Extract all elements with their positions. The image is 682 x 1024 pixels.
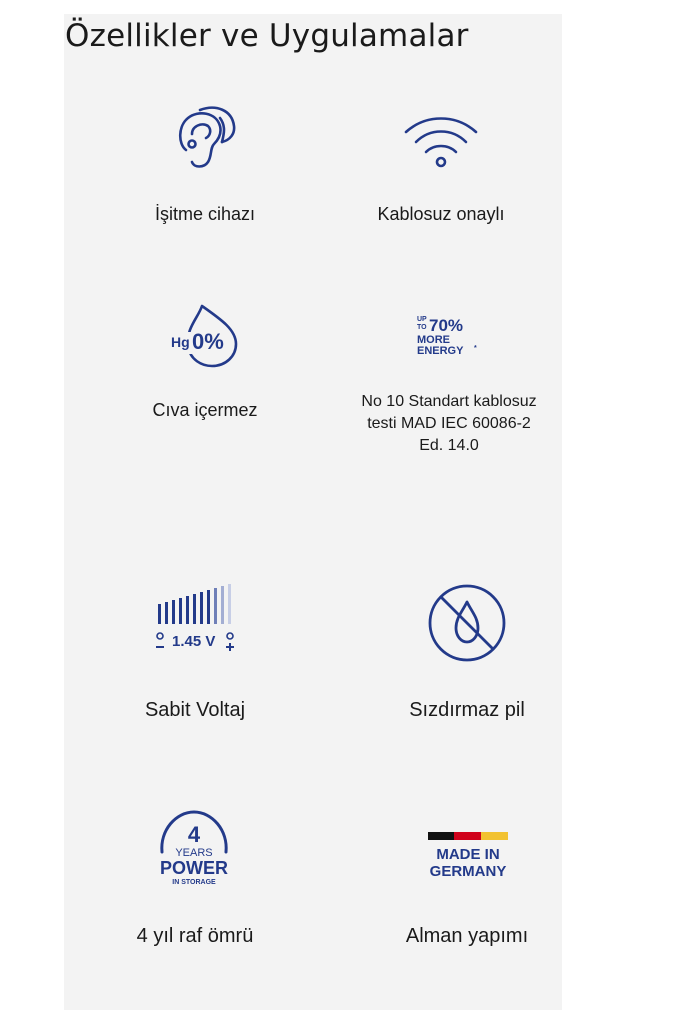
feature-label-leakproof: Sızdırmaz pil [409, 699, 525, 721]
mercury-zero-text: 0% [192, 329, 224, 354]
mercury-hg-text: Hg [171, 334, 190, 350]
four-years-num: 4 [187, 822, 201, 847]
energy-star-text: * [474, 345, 477, 352]
voltage-value-text: 1.45 V [172, 633, 216, 650]
four-years-icon [156, 808, 232, 888]
energy-up-text: UP [417, 316, 427, 323]
more-energy-line-3: Ed. 14.0 [419, 437, 479, 454]
germany-line2: GERMANY [429, 863, 507, 880]
page-title: Özellikler ve Uygulamalar [65, 18, 469, 54]
made-in-germany-icon [426, 832, 510, 880]
energy-energy-text: ENERGY [417, 345, 464, 357]
feature-label-four-years: 4 yıl raf ömrü [136, 925, 254, 947]
energy-to-text: TO [417, 324, 427, 331]
germany-line1: MADE IN [436, 846, 500, 863]
four-years-power: POWER [159, 858, 229, 878]
energy-pct-text: 70% [429, 316, 464, 335]
feature-label-germany: Alman yapımı [405, 925, 529, 947]
feature-label-voltage: Sabit Voltaj [144, 699, 246, 721]
more-energy-icon [414, 314, 486, 358]
voltage-icon [152, 582, 238, 656]
energy-more-text: MORE [417, 334, 450, 346]
mercury-free-icon [168, 302, 240, 370]
wireless-icon [402, 114, 480, 170]
leakproof-icon [426, 582, 508, 664]
four-years-years: YEARS [175, 847, 213, 859]
feature-label-mercury-free: Cıva içermez [152, 400, 258, 420]
four-years-storage: IN STORAGE [172, 879, 216, 886]
feature-label-wireless: Kablosuz onaylı [377, 204, 505, 224]
more-energy-line-2: testi MAD IEC 60086-2 [367, 415, 531, 432]
feature-label-hearing-aid: İşitme cihazı [154, 204, 256, 224]
hearing-aid-icon [172, 104, 240, 176]
more-energy-line-1: No 10 Standart kablosuz [361, 393, 537, 410]
feature-label-more-energy [344, 391, 554, 457]
